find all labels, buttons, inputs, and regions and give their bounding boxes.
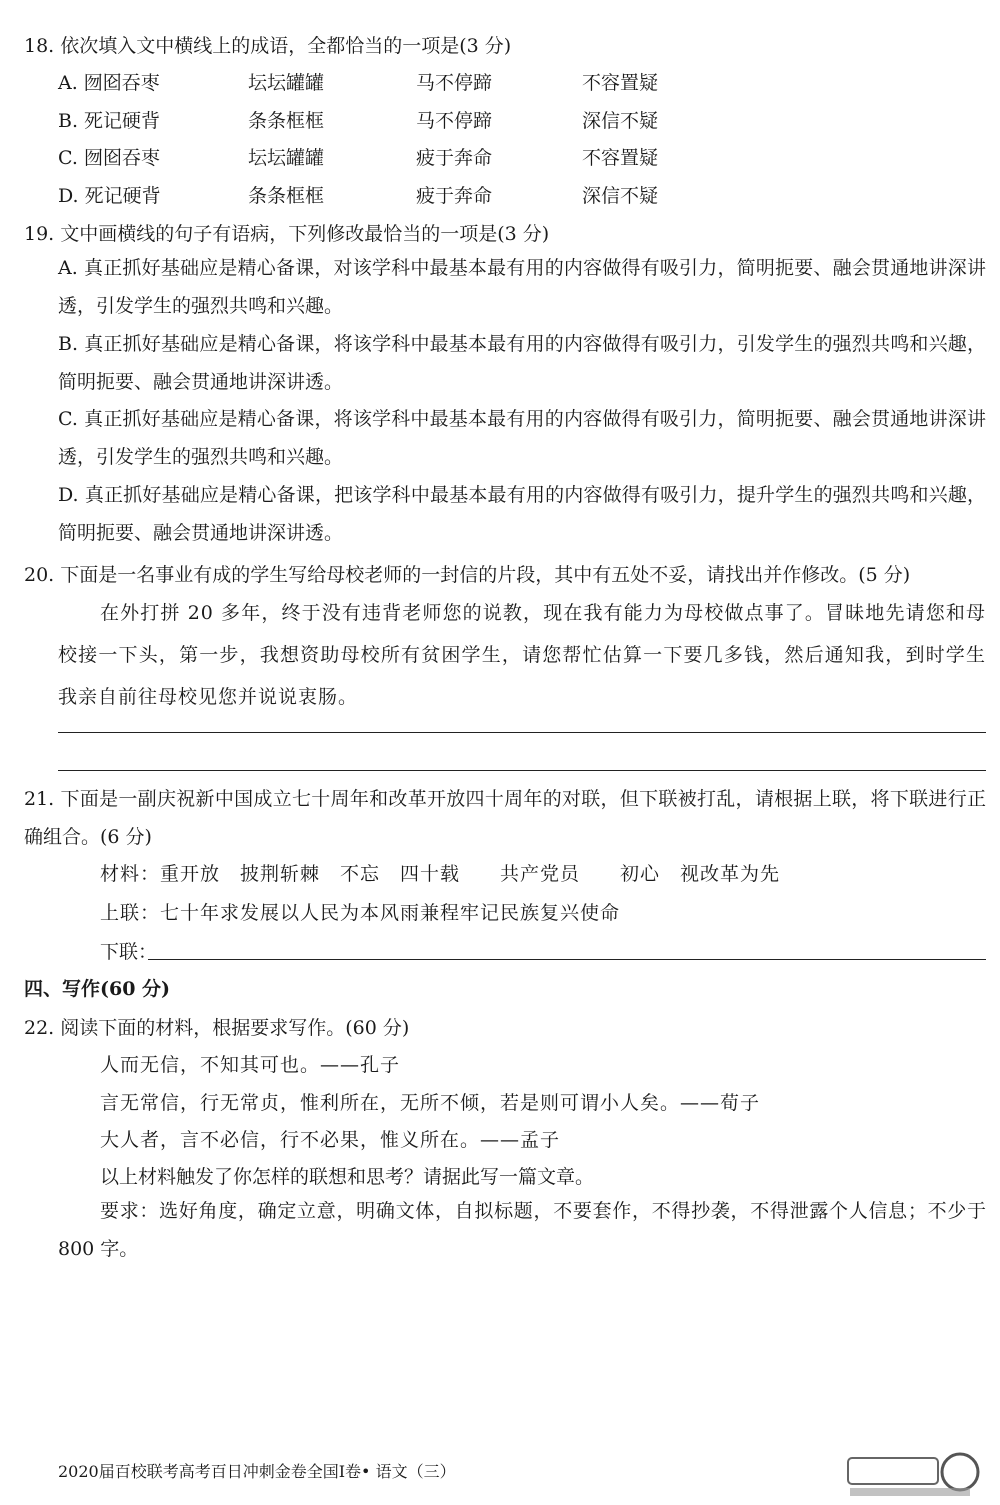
q20-stem: 20. 下面是一名事业有成的学生写给母校老师的一封信的片段，其中有五处不妥，请找出并作修改。(5 分): [24, 564, 911, 586]
q19-option-d: D. 真正抓好基础应是精心备课，把该学科中最基本最有用的内容做得有吸引力，提升学生的强烈共鸣和兴趣，简明扼要、融会贯通地讲深讲透。: [58, 484, 986, 544]
q18-stem: 18. 依次填入文中横线上的成语，全都恰当的一项是(3 分): [24, 35, 512, 57]
answer-line-2: [58, 770, 986, 771]
q19-option-c: C. 真正抓好基础应是精心备课，将该学科中最基本最有用的内容做得有吸引力，简明扼要、融会贯通地讲深讲透，引发学生的强烈共鸣和兴趣。: [58, 408, 986, 468]
q19-option-a: A. 真正抓好基础应是精心备课，对该学科中最基本最有用的内容做得有吸引力，简明扼要、融会贯通地讲深讲透，引发学生的强烈共鸣和兴趣。: [58, 257, 986, 317]
q22-quote-1: 人而无信，不知其可也。——孔子: [100, 1054, 401, 1076]
q19-stem: 19. 文中画横线的句子有语病，下列修改最恰当的一项是(3 分): [24, 223, 550, 245]
q19-option-b: B. 真正抓好基础应是精心备课，将该学科中最基本最有用的内容做得有吸引力，引发学生的强烈共鸣和兴趣，简明扼要、融会贯通地讲深讲透。: [58, 333, 986, 393]
q21-answer-line: [148, 959, 986, 960]
q21-stem: 21. 下面是一副庆祝新中国成立七十周年和改革开放四十周年的对联，但下联被打乱，请根据上联，将下联进行正确组合。(6 分): [24, 788, 986, 848]
q22-prompt: 以上材料触发了你怎样的联想和思考？请据此写一篇文章。: [100, 1166, 595, 1188]
q21-lower-label: 下联：: [100, 941, 158, 963]
q20-passage: 在外打拼 20 多年，终于没有违背老师您的说教，现在我有能力为母校做点事了。冒昧地先请您和母校接一下头，第一步，我想资助母校所有贫困学生，请您帮忙估算一下要几多钱，然后通知我，到时学生我亲自前往母校见您并说说衷肠。: [58, 602, 986, 708]
q21-upper-couplet: 上联：七十年求发展以人民为本风雨兼程牢记民族复兴使命: [100, 902, 621, 924]
section-heading: 四、写作(60 分): [24, 978, 171, 1000]
q21-material: 材料：重开放 披荆斩棘 不忘 四十载 共产党员 初心 视改革为先: [100, 863, 781, 885]
q22-quote-2: 言无常信，行无常贞，惟利所在，无所不倾，若是则可谓小人矣。——荀子: [100, 1092, 761, 1114]
answer-line-1: [58, 732, 986, 733]
q22-quote-3: 大人者，言不必信，行不必果，惟义所在。——孟子: [100, 1129, 561, 1151]
q22-requirement: 要求：选好角度，确定立意，明确文体，自拟标题，不要套作，不得抄袭，不得泄露个人信息；不少于 800 字。: [58, 1200, 986, 1260]
page-footer: 2020届百校联考高考百日冲刺金卷全国Ⅰ卷• 语文（三）: [58, 1462, 456, 1481]
answer-circle-logo: [830, 1450, 990, 1500]
q22-stem: 22. 阅读下面的材料，根据要求写作。(60 分): [24, 1017, 410, 1039]
